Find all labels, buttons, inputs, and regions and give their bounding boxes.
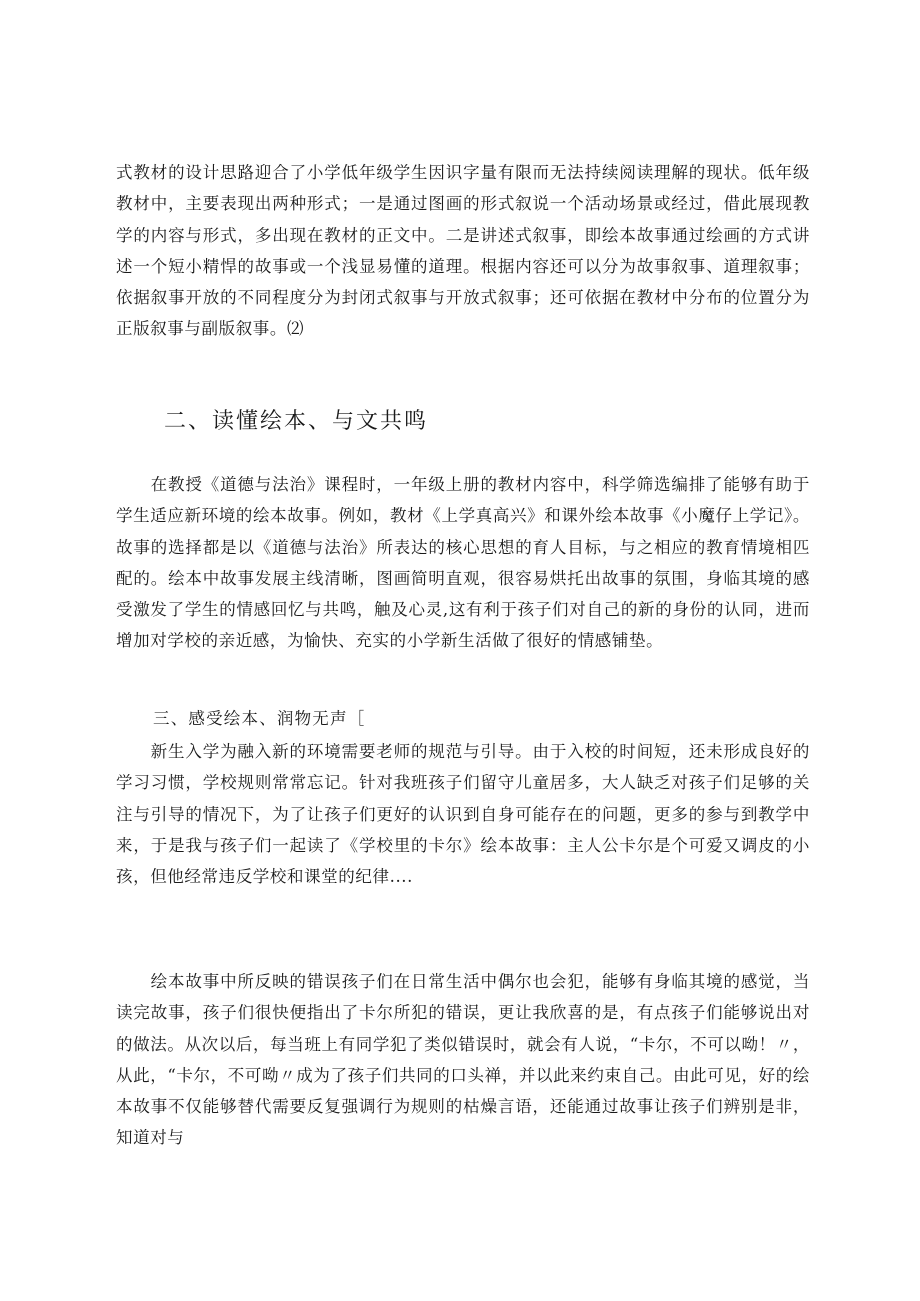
body-paragraph-1: 式教材的设计思路迎合了小学低年级学生因识字量有限而无法持续阅读理解的现状。低年级教材中，主要表现出两种形式；一是通过图画的形式叙说一个活动场景或经过，借此展现教学的内容与形式，多出现在教材的正文中。二是讲述式叙事，即绘本故事通过绘画的方式讲述一个短小精悍的故事或一个浅显易懂的道理。根据内容还可以分为故事叙事、道理叙事；依据叙事开放的不同程度分为封闭式叙事与开放式叙事；还可依据在教材中分布的位置分为正版叙事与副版叙事。⑵: [116, 163, 810, 339]
body-paragraph-3: 新生入学为融入新的环境需要老师的规范与引导。由于入校的时间短，还未形成良好的学习习惯，学校规则常常忘记。针对我班孩子们留守儿童居多，大人缺乏对孩子们足够的关注与引导的情况下，为了让孩子们更好的认识到自身可能存在的问题，更多的参与到教学中来，于是我与孩子们一起读了《学校里的卡尔》绘本故事：主人公卡尔是个可爱又调皮的小孩，但他经常违反学校和课堂的纪律....: [116, 742, 810, 887]
body-paragraph-4: 绘本故事中所反映的错误孩子们在日常生活中偶尔也会犯，能够有身临其境的感觉，当读完故事，孩子们很快便指出了卡尔所犯的错误，更让我欣喜的是，有点孩子们能够说出对的做法。从次以后，每当班上有同学犯了类似错误时，就会有人说，“卡尔，不可以呦！〃，从此，“卡尔，不可呦〃成为了孩子们共同的口头禅，并以此来约束自己。由此可见，好的绘本故事不仅能够替代需要反复强调行为规则的枯燥言语，还能通过故事让孩子们辨别是非，知道对与: [116, 972, 810, 1148]
body-paragraph-2: 在教授《道德与法治》课程时，一年级上册的教材内容中，科学筛选编排了能够有助于学生适应新环境的绘本故事。例如，教材《上学真高兴》和课外绘本故事《小魔仔上学记》。故事的选择都是以《道德与法治》所表达的核心思想的育人目标，与之相应的教育情境相匹配的。绘本中故事发展主线清晰，图画简明直观，很容易烘托出故事的氛围，身临其境的感受激发了学生的情感回忆与共鸣，触及心灵,这有利于孩子们对自己的新的身份的认同，进而增加对学校的亲近感，为愉快、充实的小学新生活做了很好的情感铺垫。: [116, 475, 810, 651]
section-heading-3: 三、感受绘本、润物无声［: [153, 709, 366, 728]
section-heading-2: 二、读懂绘本、与文共鸣: [164, 409, 429, 434]
